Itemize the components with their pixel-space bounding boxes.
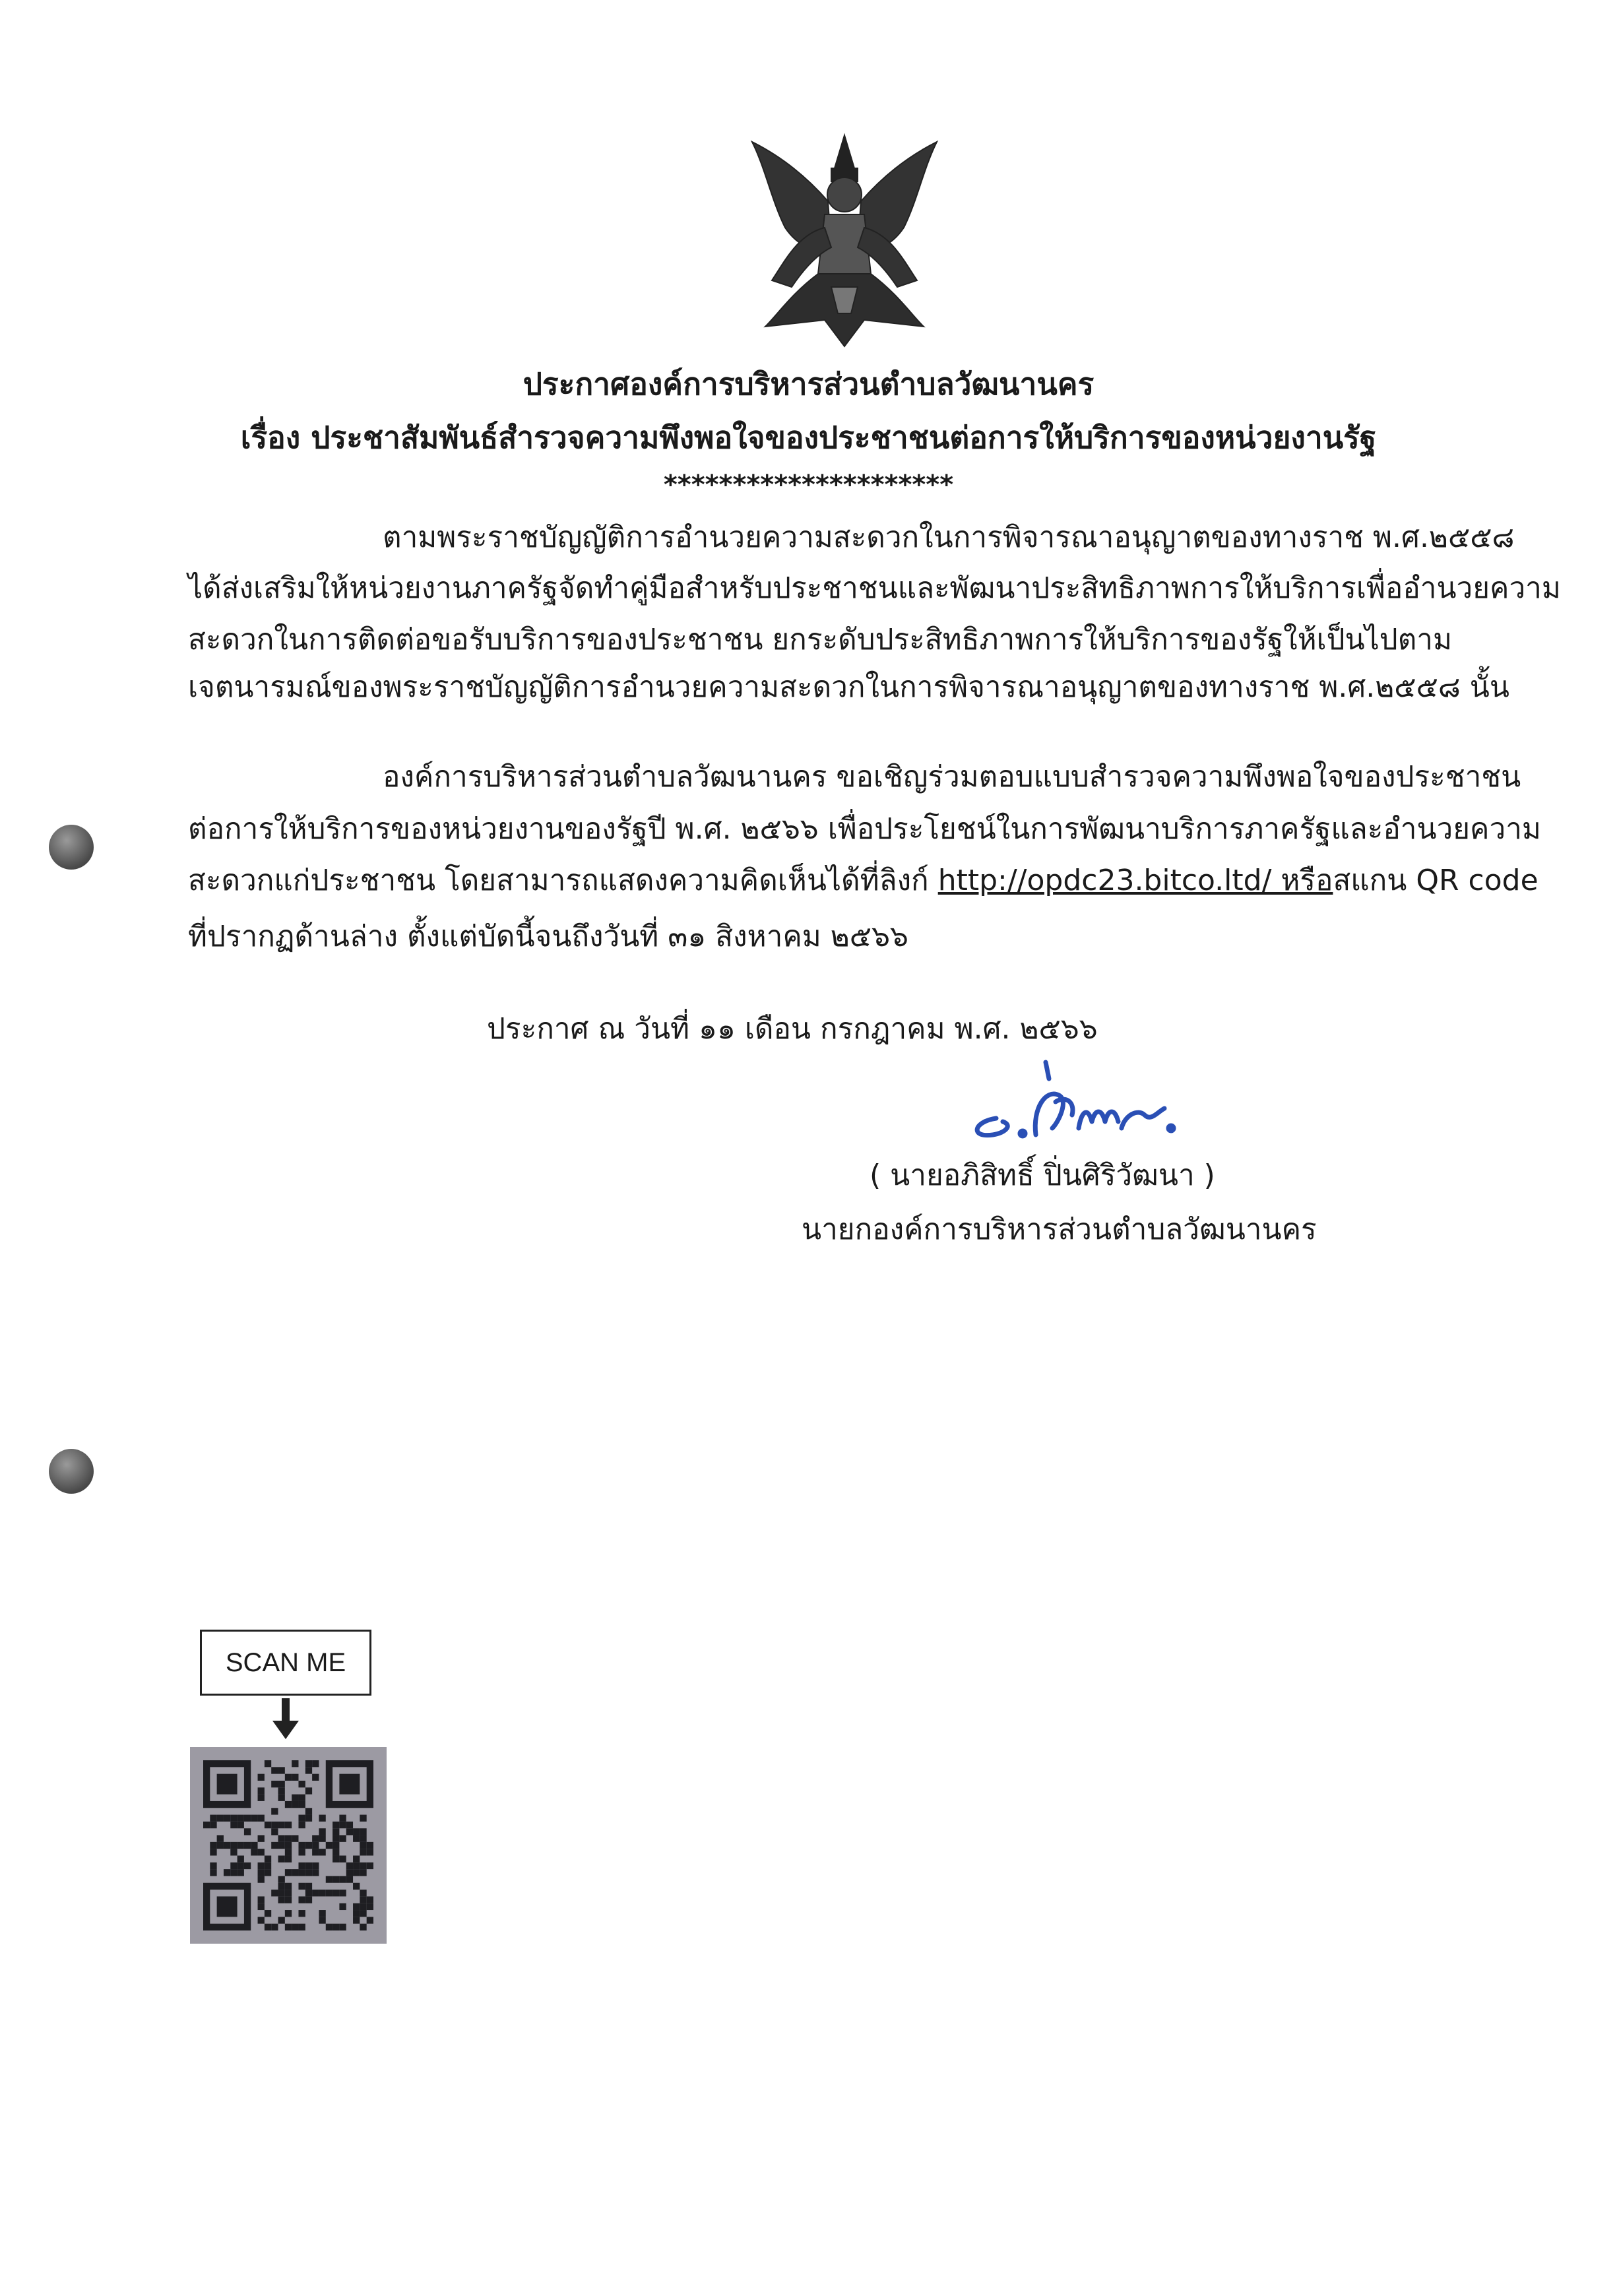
announcement-title: ประกาศองค์การบริหารส่วนตำบลวัฒนานคร <box>523 366 1094 402</box>
paragraph-2-line-3-suffix: สแกน QR code <box>1333 864 1538 897</box>
paragraph-1-line-4: เจตนารมณ์ของพระราชบัญญัติการอำนวยความสะดวกในการพิจารณาอนุญาตของทางราช พ.ศ.๒๕๕๘ นั้น <box>188 670 1509 704</box>
paragraph-2-line-3-prefix: สะดวกแก่ประชาชน โดยสามารถแสดงความคิดเห็นได้ที่ลิงก์ <box>188 864 938 897</box>
signature-icon <box>960 1056 1178 1141</box>
paragraph-1-line-2: ได้ส่งเสริมให้หน่วยงานภาครัฐจัดทำคู่มือสำหรับประชาชนและพัฒนาประสิทธิภาพการให้บริการเพื่ออำนวยความ <box>188 571 1561 605</box>
paragraph-1-line-1: ตามพระราชบัญญัติการอำนวยความสะดวกในการพิจารณาอนุญาตของทางราช พ.ศ.๒๕๕๘ <box>383 521 1515 554</box>
separator: ********************* <box>663 470 954 500</box>
signatory-position: นายกองค์การบริหารส่วนตำบลวัฒนานคร <box>802 1213 1317 1246</box>
paragraph-2-line-4: ที่ปรากฏด้านล่าง ตั้งแต่บัดนี้จนถึงวันที่ ๓๑ สิงหาคม ๒๕๖๖ <box>188 920 908 953</box>
announcement-date: ประกาศ ณ วันที่ ๑๑ เดือน กรกฎาคม พ.ศ. ๒๕๖๖ <box>487 1012 1098 1046</box>
paragraph-1-line-3: สะดวกในการติดต่อขอรับบริการของประชาชน ยกระดับประสิทธิภาพการให้บริการของรัฐให้เป็นไปตาม <box>188 623 1452 656</box>
punch-hole-bottom <box>49 1449 94 1494</box>
announcement-subject: เรื่อง ประชาสัมพันธ์สำรวจความพึงพอใจของประชาชนต่อการให้บริการของหน่วยงานรัฐ <box>240 420 1377 455</box>
paragraph-2-line-2: ต่อการให้บริการของหน่วยงานของรัฐปี พ.ศ. ๒๕๖๖ เพื่อประโยชน์ในการพัฒนาบริการภาครัฐและอำนวยความ <box>188 812 1541 846</box>
punch-hole-top <box>49 825 94 870</box>
survey-link[interactable]: http://opdc23.bitco.ltd/ หรือ <box>937 864 1333 897</box>
arrow-down-icon <box>272 1698 299 1739</box>
scan-me-label: SCAN ME <box>200 1630 371 1696</box>
qr-code-icon <box>190 1747 387 1944</box>
qr-code[interactable] <box>190 1747 387 1944</box>
garuda-emblem-icon <box>726 129 963 353</box>
paragraph-2-line-1: องค์การบริหารส่วนตำบลวัฒนานคร ขอเชิญร่วมตอบแบบสำรวจความพึงพอใจของประชาชน <box>383 760 1521 794</box>
paragraph-2-line-3 <box>188 861 1538 901</box>
signatory-name: ( นายอภิสิทธิ์ ปิ่นศิริวัฒนา ) <box>870 1159 1215 1192</box>
